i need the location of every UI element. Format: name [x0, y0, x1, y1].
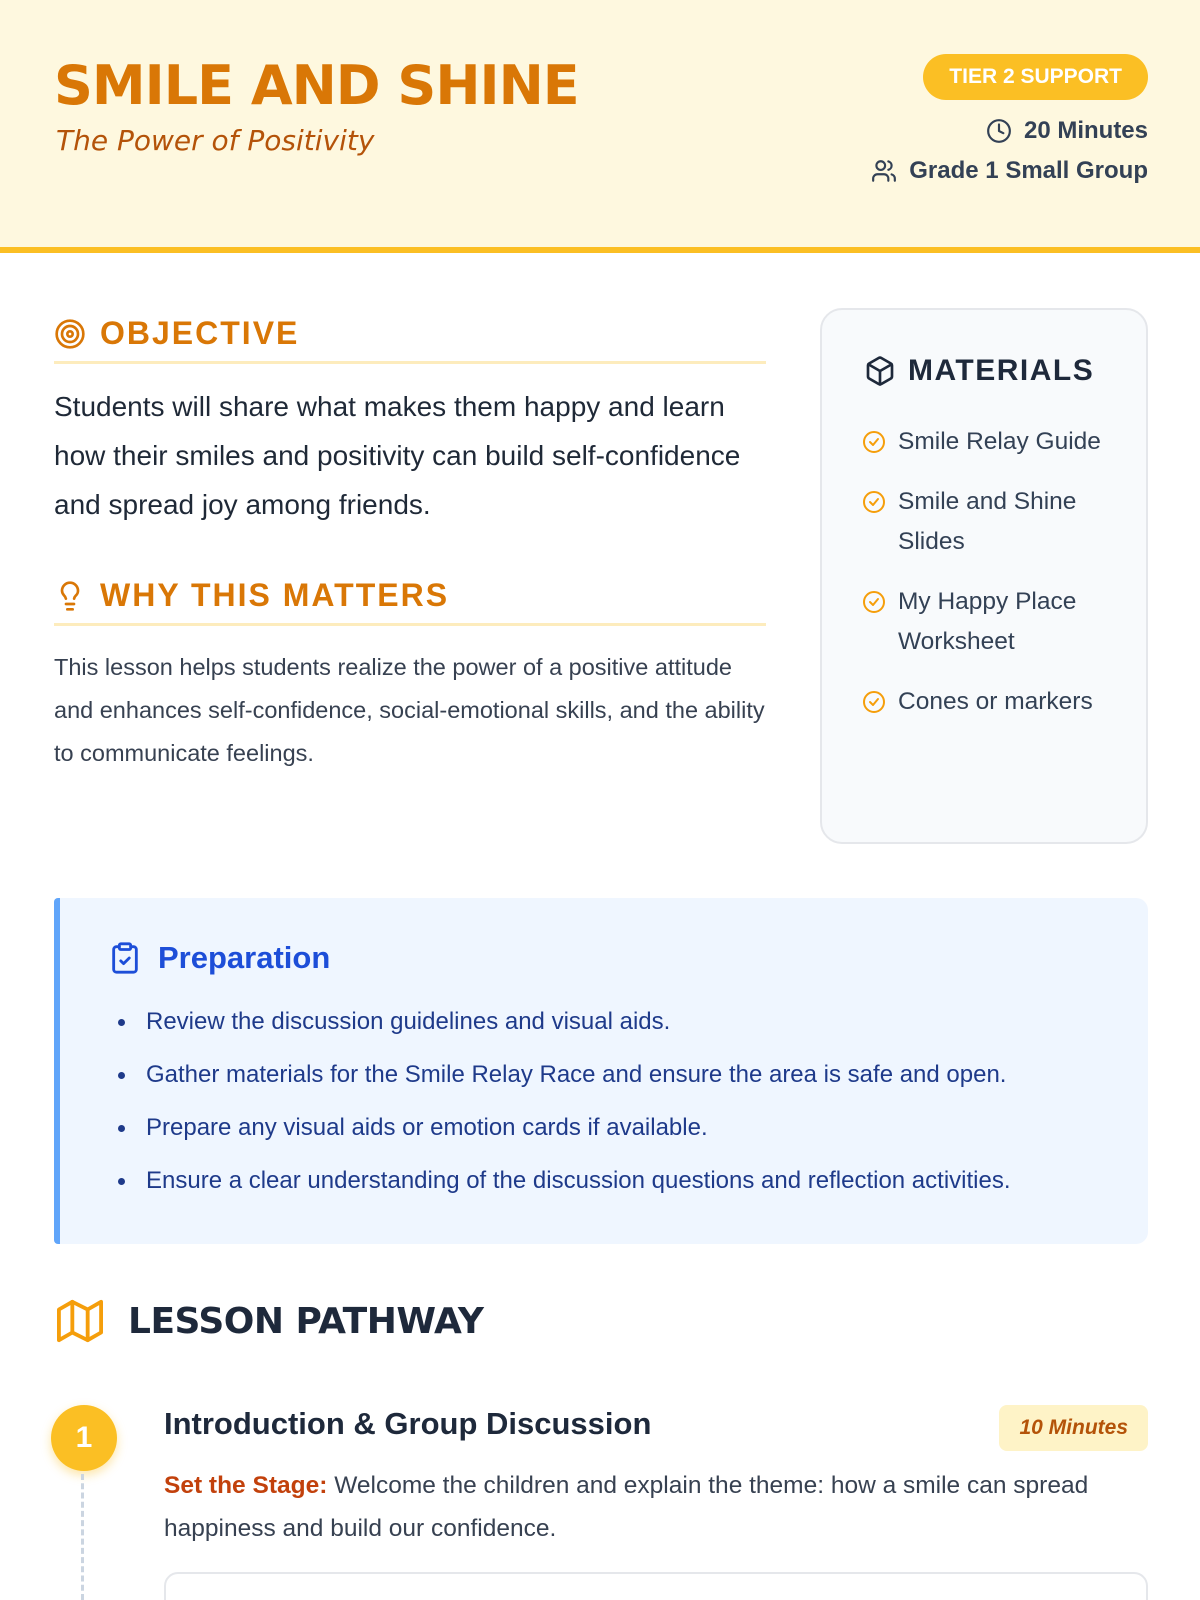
timeline-connector: [81, 1474, 84, 1600]
box-icon: [864, 355, 896, 387]
preparation-panel: [54, 898, 1148, 1244]
material-item: [862, 582, 1122, 662]
preparation-heading-text: Preparation: [158, 940, 331, 975]
material-item-label: Smile and Shine Slides: [898, 488, 1077, 555]
why-heading-text: WHY THIS MATTERS: [100, 577, 450, 613]
why-text: This lesson helps students realize the power of a positive attitude and enhances self-confidence, social-emotional skills, and the ability to communicate feelings.: [54, 654, 765, 766]
preparation-item: Prepare any visual aids or emotion cards if available.: [116, 1112, 1011, 1144]
group-text: Grade 1 Small Group: [909, 157, 1148, 184]
step-detail-card: [164, 1572, 1148, 1600]
material-item: [862, 422, 1122, 462]
preparation-item: Review the discussion guidelines and visual aids.: [116, 1006, 1011, 1038]
preparation-list: [116, 1006, 1011, 1218]
preparation-item: Gather materials for the Smile Relay Race and ensure the area is safe and open.: [116, 1059, 1011, 1091]
step-description: [164, 1464, 1114, 1550]
material-item-label: Cones or markers: [898, 688, 1093, 715]
check-circle-icon: [862, 430, 886, 454]
step-title: Introduction & Group Discussion: [164, 1406, 652, 1441]
objective-heading: [54, 306, 766, 364]
materials-list: [862, 422, 1122, 742]
check-circle-icon: [862, 490, 886, 514]
step-text: Welcome the children and explain the theme: how a smile can spread happiness and build our confidence.: [164, 1472, 1089, 1542]
pathway-heading: [56, 1298, 483, 1344]
clipboard-check-icon: [108, 940, 142, 976]
preparation-heading: [108, 940, 330, 976]
lightbulb-icon: [54, 580, 86, 612]
preparation-item: Ensure a clear understanding of the discussion questions and reflection activities.: [116, 1165, 1011, 1197]
map-icon: [56, 1298, 104, 1344]
material-item: [862, 482, 1122, 562]
pathway-heading-text: LESSON PATHWAY: [128, 1300, 484, 1342]
clock-icon: [986, 118, 1012, 144]
material-item-label: Smile Relay Guide: [898, 428, 1101, 455]
target-icon: [54, 318, 86, 350]
step-time-badge: 10 Minutes: [999, 1405, 1148, 1451]
users-icon: [871, 158, 897, 184]
materials-heading-text: MATERIALS: [908, 354, 1095, 387]
step-number: 1: [51, 1405, 117, 1471]
materials-card: [820, 308, 1148, 844]
material-item-label: My Happy Place Worksheet: [898, 588, 1077, 655]
page-subtitle: The Power of Positivity: [56, 124, 375, 157]
check-circle-icon: [862, 590, 886, 614]
group-meta: [871, 157, 1148, 185]
objective-text: Students will share what makes them happy and learn how their smiles and positivity can build self-confidence and spread joy among friends.: [54, 391, 741, 520]
objective-heading-text: OBJECTIVE: [100, 315, 300, 351]
material-item: [862, 682, 1122, 722]
duration-meta: [986, 117, 1148, 145]
duration-text: 20 Minutes: [1023, 117, 1148, 144]
step-lead: Set the Stage:: [164, 1472, 328, 1499]
page-header: [0, 0, 1200, 253]
why-heading: [54, 568, 766, 626]
tier-badge: TIER 2 SUPPORT: [923, 54, 1148, 100]
materials-heading: [864, 354, 1094, 388]
check-circle-icon: [862, 690, 886, 714]
page-title: SMILE AND SHINE: [54, 54, 579, 117]
